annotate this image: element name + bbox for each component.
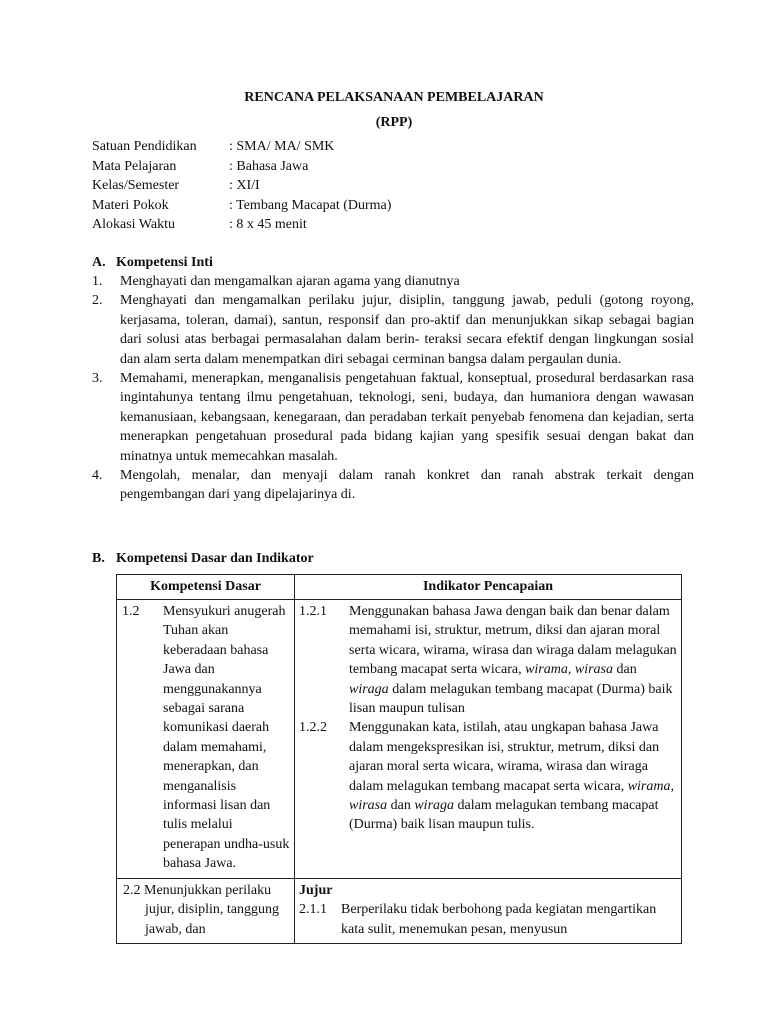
list-text: Menghayati dan mengamalkan ajaran agama yang dianutnya — [120, 274, 460, 289]
list-number: 4. — [92, 468, 103, 484]
column-header-kompetensi: Kompetensi Dasar — [117, 575, 295, 600]
table-row — [117, 600, 682, 879]
indicator-item — [299, 900, 677, 939]
indicator-text: dan — [390, 798, 411, 814]
meta-row-kelas — [92, 176, 391, 196]
list-text: Menghayati dan mengamalkan perilaku jujur, disiplin, tanggung jawab, peduli (gotong royong, kerjasama, toleran, damai), santun, responsif dan pro-aktif dan menunjukkan sikap sebagai bagian dari solusi atas berbagai permasalahan dalam berin- teraksi secara efektif dengan lingkungan sosial dan alam serta dalam menempatkan diri sebagai cerminan bangsa dalam pergaulan dunia. — [120, 293, 694, 367]
meta-label: Satuan Pendidikan — [92, 139, 197, 154]
section-title: Kompetensi Inti — [116, 255, 213, 270]
meta-value: : Bahasa Jawa — [229, 158, 309, 174]
meta-label: Alokasi Waktu — [92, 217, 175, 232]
indicator-number: 1.2.1 — [299, 604, 327, 619]
list-number: 2. — [92, 293, 103, 309]
meta-value: : SMA/ MA/ SMK — [229, 139, 335, 154]
meta-label: Materi Pokok — [92, 197, 169, 213]
section-title: Kompetensi Dasar dan Indikator — [116, 551, 314, 566]
kompetensi-inti-list — [92, 272, 694, 505]
indicator-item — [299, 602, 677, 718]
meta-row-materi — [92, 196, 391, 216]
indicator-item — [299, 718, 677, 834]
indicator-text: Menggunakan kata, istilah, atau ungkapan bahasa Jawa dalam mengekspresikan isi, struktur, metrum, diksi dan ajaran moral serta wicara, wirama, wirasa dan wiraga dalam melagukan tembang macapat serta wicara, — [349, 720, 660, 794]
indicator-cell — [295, 878, 682, 943]
list-text: Mengolah, menalar, dan menyaji dalam ranah konkret dan ranah abstrak terkait dengan pengembangan dari yang dipelajarinya di. — [120, 468, 694, 503]
indicator-italic: wirama, wirasa — [349, 778, 674, 814]
kompetensi-table — [116, 574, 682, 944]
indicator-text: Berperilaku tidak berbohong pada kegiatan mengartikan kata sulit, menemukan pesan, menyusun — [341, 902, 657, 937]
column-header-indikator: Indikator Pencapaian — [295, 575, 682, 600]
meta-value: : Tembang Macapat (Durma) — [229, 197, 392, 213]
list-text: Memahami, menerapkan, menganalisis pengetahuan faktual, konseptual, prosedural berdasarkan rasa ingintahunya tentang ilmu pengetahuan, teknologi, seni, budaya, dan humaniora dengan wawasan kemanusiaan, kebangsaan, kenegaraan, dan peradaban terkait penyebab fenomena dan kejadian, serta menerapkan pengetahuan prosedural pada bidang kajian yang spesifik sesuai dengan bakat dan minatnya untuk memecahkan masalah. — [120, 371, 694, 464]
kd-text: 2.2 Menunjukkan perilaku jujur, disiplin, tanggung jawab, dan — [123, 882, 279, 937]
kd-text: Mensyukuri anugerah Tuhan akan keberadaan bahasa Jawa dan menggunakannya sebagai sarana komunikasi daerah dalam memahami, menerapkan, dan menganalisis informasi lisan dan tulis melalui penerapan undha-usuk bahasa Jawa. — [163, 604, 290, 872]
section-letter: B. — [92, 551, 105, 566]
meta-label: Kelas/Semester — [92, 178, 180, 193]
indicator-italic: wiraga — [414, 798, 455, 814]
meta-value: : 8 x 45 menit — [229, 217, 307, 232]
section-b-heading — [92, 549, 314, 568]
kd-cell — [117, 878, 295, 943]
identity-block — [92, 137, 391, 235]
table-row — [117, 878, 682, 943]
list-item — [92, 369, 694, 466]
meta-label: Mata Pelajaran — [92, 158, 177, 174]
meta-row-alokasi — [92, 215, 391, 235]
indicator-number: 1.2.2 — [299, 720, 327, 736]
table-header-row — [117, 575, 682, 600]
meta-row-satuan — [92, 137, 391, 157]
document-title: RENCANA PELAKSANAAN PEMBELAJARAN — [244, 90, 544, 105]
list-item — [92, 466, 694, 505]
list-item — [92, 291, 694, 369]
section-a-heading — [92, 253, 213, 272]
indicator-italic: wiraga — [349, 681, 389, 697]
indicator-text: Menggunakan bahasa Jawa dengan baik dan benar dalam memahami isi, struktur, metrum, diksi dan ajaran moral serta wicara, wirama, wirasa dan wiraga dalam melagukan tembang macapat serta wicara, — [349, 604, 677, 678]
indicator-group-title: Jujur — [299, 882, 333, 898]
kd-cell — [117, 600, 295, 879]
meta-value: : XI/I — [229, 178, 260, 193]
indicator-number: 2.1.1 — [299, 902, 327, 918]
kd-number: 1.2 — [122, 604, 140, 619]
indicator-text: dan — [616, 662, 637, 678]
meta-row-mapel — [92, 157, 391, 177]
indicator-cell — [295, 600, 682, 879]
list-number: 1. — [92, 274, 103, 289]
document-subtitle: (RPP) — [375, 115, 413, 130]
section-letter: A. — [92, 255, 106, 270]
indicator-text: dalam melagukan tembang macapat (Durma) baik lisan maupun tulis. — [349, 798, 659, 833]
list-item — [92, 272, 694, 291]
list-number: 3. — [92, 371, 103, 387]
indicator-italic: wirama, wirasa — [525, 662, 613, 678]
indicator-text: dalam melagukan tembang macapat (Durma) baik lisan maupun tulisan — [349, 681, 673, 717]
